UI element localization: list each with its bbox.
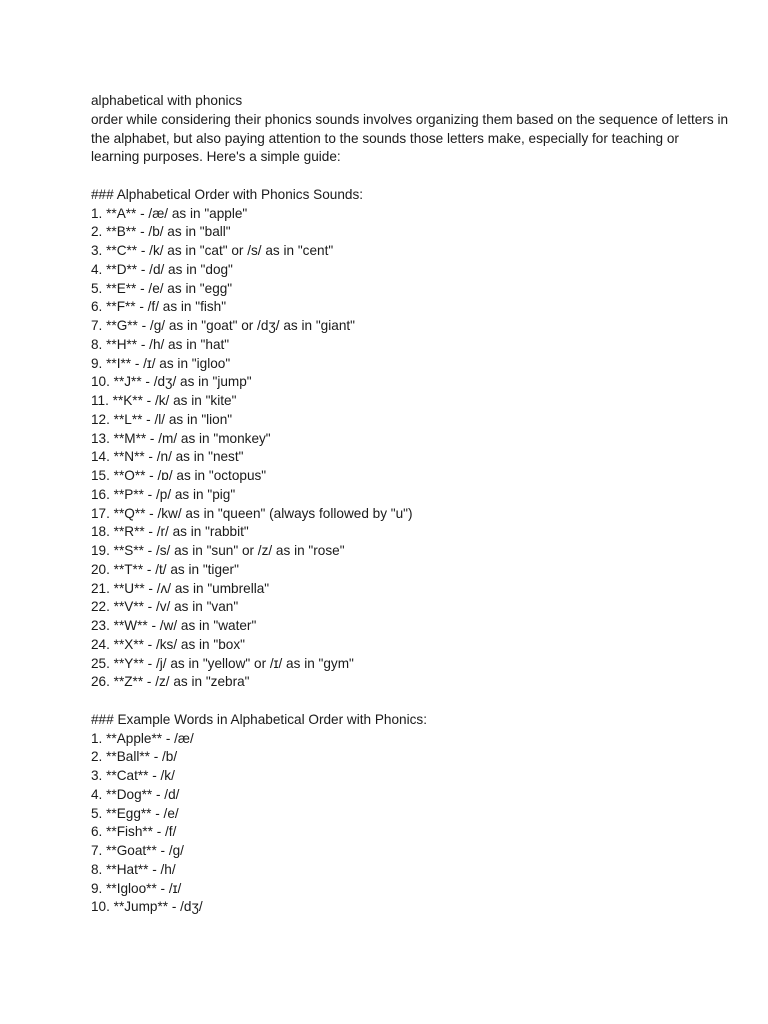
section-heading-phonics-sounds: ### Alphabetical Order with Phonics Sounds:: [91, 186, 364, 202]
section-heading-example-words: ### Example Words in Alphabetical Order with Phonics:: [91, 711, 427, 727]
list-item: 7. **G** - /g/ as in "goat" or /dʒ/ as in "giant": [91, 318, 355, 333]
blank-line: [91, 692, 731, 711]
list-item: 13. **M** - /m/ as in "monkey": [91, 430, 271, 446]
list-item: 9. **Igloo** - /ɪ/: [91, 880, 182, 896]
list-item: 3. **C** - /k/ as in "cat" or /s/ as in "cent": [91, 243, 334, 258]
list-item: 11. **K** - /k/ as in "kite": [91, 393, 237, 408]
list-item: 3. **Cat** - /k/: [91, 768, 175, 783]
list-item: 4. **Dog** - /d/: [91, 786, 180, 802]
list-item: 1. **A** - /æ/ as in "apple": [91, 205, 248, 221]
list-item: 5. **Egg** - /e/: [91, 805, 179, 821]
intro-paragraph: order while considering their phonics sounds involves organizing them based on the sequence of letters in the alphabet, but also paying attention to the sounds those letters make, especially for teaching or learning purposes. Here's a simple guide:: [91, 111, 732, 165]
list-item: 4. **D** - /d/ as in "dog": [91, 261, 233, 277]
list-item: 18. **R** - /r/ as in "rabbit": [91, 524, 249, 540]
list-item: 6. **Fish** - /f/: [91, 824, 177, 840]
list-item: 10. **Jump** - /dʒ/: [91, 899, 203, 915]
list-item: 5. **E** - /e/ as in "egg": [91, 280, 233, 296]
list-item: 26. **Z** - /z/ as in "zebra": [91, 674, 250, 690]
list-item: 21. **U** - /ʌ/ as in "umbrella": [91, 580, 270, 596]
example-words-list: [91, 730, 731, 918]
document-title: alphabetical with phonics: [91, 93, 243, 108]
list-item: 2. **B** - /b/ as in "ball": [91, 224, 231, 240]
list-item: 2. **Ball** - /b/: [91, 749, 178, 765]
list-item: 16. **P** - /p/ as in "pig": [91, 486, 236, 502]
list-item: 8. **Hat** - /h/: [91, 861, 176, 877]
list-item: 23. **W** - /w/ as in "water": [91, 618, 257, 633]
phonics-sounds-list: [91, 205, 731, 693]
blank-line: [91, 167, 731, 186]
list-item: 19. **S** - /s/ as in "sun" or /z/ as in "rose": [91, 543, 345, 558]
list-item: 6. **F** - /f/ as in "fish": [91, 299, 227, 315]
document-page: [91, 92, 731, 917]
list-item: 10. **J** - /dʒ/ as in "jump": [91, 374, 252, 390]
list-item: 14. **N** - /n/ as in "nest": [91, 449, 244, 465]
list-item: 1. **Apple** - /æ/: [91, 730, 194, 746]
list-item: 15. **O** - /ɒ/ as in "octopus": [91, 468, 267, 483]
list-item: 8. **H** - /h/ as in "hat": [91, 336, 230, 352]
list-item: 24. **X** - /ks/ as in "box": [91, 636, 245, 652]
list-item: 22. **V** - /v/ as in "van": [91, 599, 239, 615]
list-item: 17. **Q** - /kw/ as in "queen" (always followed by "u"): [91, 505, 413, 521]
list-item: 20. **T** - /t/ as in "tiger": [91, 561, 239, 577]
list-item: 25. **Y** - /j/ as in "yellow" or /ɪ/ as in "gym": [91, 655, 354, 671]
list-item: 7. **Goat** - /g/: [91, 843, 184, 858]
list-item: 9. **I** - /ɪ/ as in "igloo": [91, 355, 231, 371]
list-item: 12. **L** - /l/ as in "lion": [91, 411, 233, 427]
